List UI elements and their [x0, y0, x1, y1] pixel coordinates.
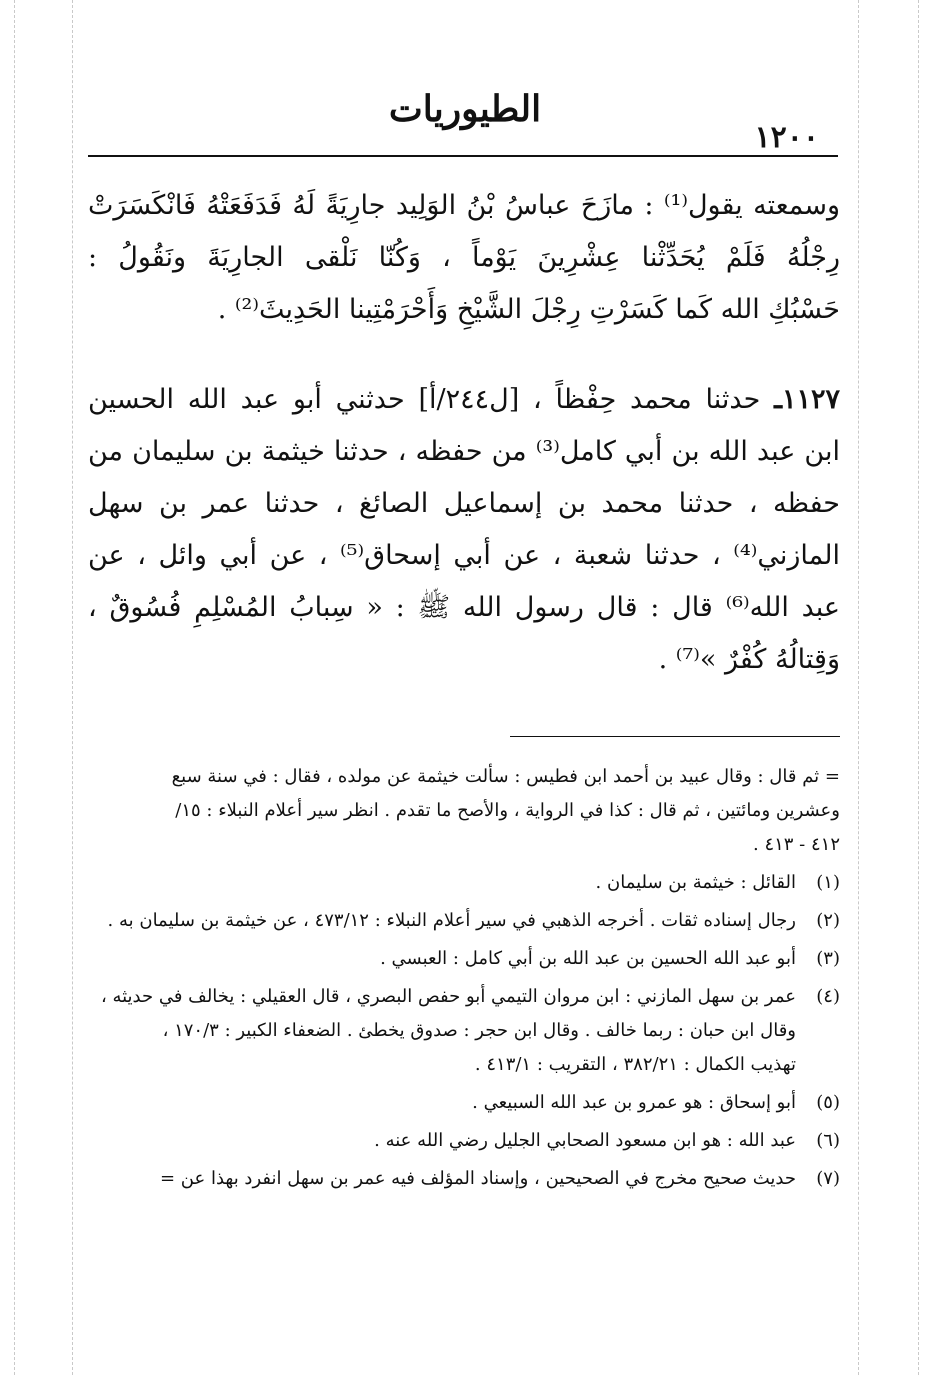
text-line: وَقِتالُهُ كُفْرٌ »⁽⁷⁾ .: [658, 644, 840, 675]
footnote-item: [88, 1162, 840, 1196]
footnote-line: القائل : خيثمة بن سليمان .: [595, 872, 796, 893]
page-number: ١٢٠٠: [754, 120, 819, 155]
text-line: المازني⁽⁴⁾ ، حدثنا شعبة ، عن أبي إسحاق⁽⁵⁾ ، عن أبي وائل ، عن: [88, 540, 840, 571]
footnote-item: [88, 1086, 840, 1120]
text-line: حفظه ، حدثنا محمد بن إسماعيل الصائغ ، حدثنا عمر بن سهل: [88, 488, 840, 519]
footnote-number: (٤): [816, 986, 840, 1007]
footnote-number: (٦): [816, 1130, 840, 1151]
text-line: ابن عبد الله بن أبي كامل⁽³⁾ من حفظه ، حدثنا خيثمة بن سليمان من: [88, 436, 840, 467]
footnote-line: عبد الله : هو ابن مسعود الصحابي الجليل رضي الله عنه .: [374, 1130, 796, 1151]
footnote-item: [88, 942, 840, 976]
footnote-line: وعشرين ومائتين ، ثم قال : كذا في الرواية ، والأصح ما تقدم . انظر سير أعلام النبلاء : ١٥/: [175, 800, 840, 821]
footnote-item: [88, 1124, 840, 1158]
text-line: رِجْلُهُ فَلَمْ يُحَدِّثْنا عِشْرِينَ يَوْماً ، وَكُنّا نَلْقى الجارِيَةَ ونَقُولُ :: [88, 242, 840, 273]
footnote-item: [88, 904, 840, 938]
footnote-line: وقال ابن حبان : ربما خالف . وقال ابن حجر : صدوق يخطئ . الضعفاء الكبير : ١٧٠/٣ ،: [162, 1020, 796, 1041]
footnote-line: حديث صحيح مخرج في الصحيحين ، وإسناد المؤلف فيه عمر بن سهل انفرد بهذا عن =: [159, 1168, 796, 1189]
footnote-line: رجال إسناده ثقات . أخرجه الذهبي في سير أعلام النبلاء : ٤٧٣/١٢ ، عن خيثمة بن سليمان به .: [107, 910, 796, 931]
footnote-number: (١): [816, 872, 840, 893]
hadith-isnad-start: حدثنا محمد حِفْظاً ، [ل٢٤٤/أ] حدثني أبو عبد الله الحسين: [88, 384, 761, 415]
scan-margin-line: [918, 0, 919, 1375]
paragraph-narration: [88, 180, 840, 336]
paragraph-hadith: [88, 374, 840, 686]
footnote-line: ٤١٢ - ٤١٣ .: [752, 834, 840, 855]
text-line: حَسْبُكِ الله كَما كَسَرْتِ رِجْلَ الشَّيْخِ وَأَحْرَمْتِينا الحَدِيثَ⁽²⁾ .: [217, 294, 840, 325]
text-line: عبد الله⁽⁶⁾ قال : قال رسول الله ﷺ : « سِبابُ المُسْلِمِ فُسُوقٌ ،: [88, 592, 840, 623]
scan-margin-line: [14, 0, 15, 1375]
footnote-number: (٥): [816, 1092, 840, 1113]
footnote-line: أبو عبد الله الحسين بن عبد الله بن أبي كامل : العبسي .: [380, 948, 796, 969]
footnotes: [88, 760, 840, 1196]
scan-margin-line: [72, 0, 73, 1375]
scan-margin-line: [858, 0, 859, 1375]
footnote-number: (٧): [816, 1168, 840, 1189]
hadith-number: ١١٢٧ـ: [774, 384, 840, 415]
footnote-separator: [510, 736, 840, 737]
footnote-line: = ثم قال : وقال عبيد بن أحمد ابن فطيس : سألت خيثمة عن مولده ، فقال : في سنة سبع: [171, 766, 840, 787]
footnote-line: عمر بن سهل المازني : ابن مروان التيمي أبو حفص البصري ، قال العقيلي : يخالف في حديثه ،: [100, 986, 796, 1007]
footnote-item: [88, 866, 840, 900]
footnote-number: (٢): [816, 910, 840, 931]
text-line: [88, 374, 840, 426]
footnote-number: (٣): [816, 948, 840, 969]
text-line: وسمعته يقول⁽¹⁾ : مازَحَ عباسُ بْنُ الوَلِيد جارِيَةً لَهُ فَدَفَعَتْهُ فَانْكَسَرَتْ: [88, 190, 840, 221]
footnote-continuation: [88, 760, 840, 862]
footnote-item: [88, 980, 840, 1082]
footnote-line: أبو إسحاق : هو عمرو بن عبد الله السبيعي .: [472, 1092, 796, 1113]
running-title: الطيوريات: [388, 88, 542, 130]
header-rule: [88, 155, 838, 157]
footnote-line: تهذيب الكمال : ٣٨٢/٢١ ، التقريب : ٤١٣/١ .: [474, 1054, 796, 1075]
